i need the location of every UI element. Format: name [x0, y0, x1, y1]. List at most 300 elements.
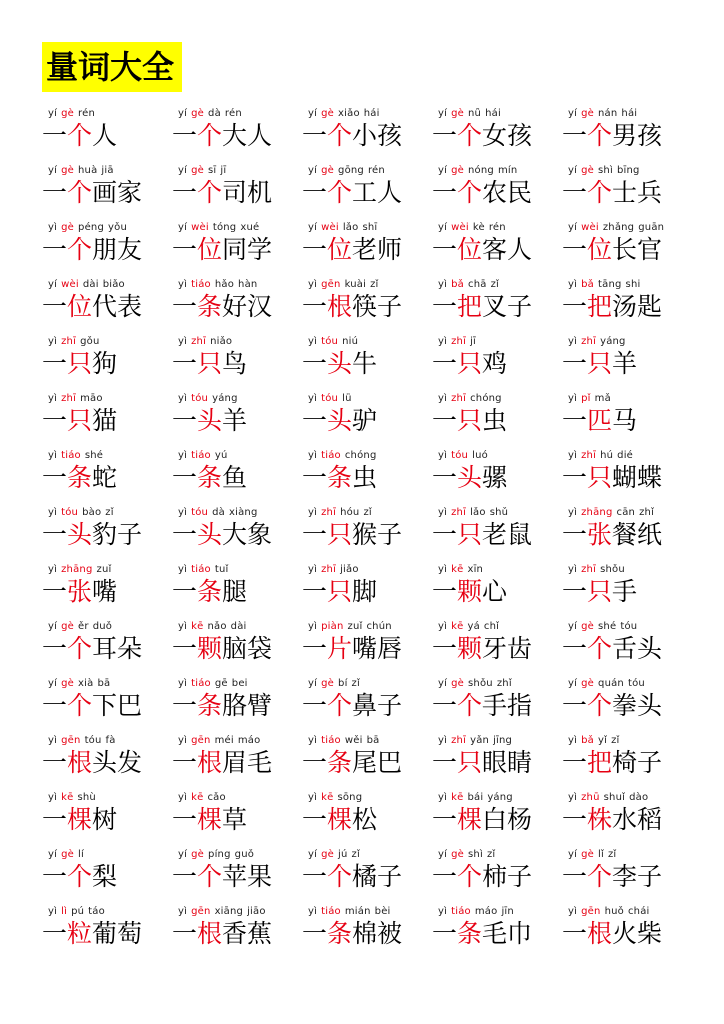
pinyin-syllable: yí — [568, 222, 578, 233]
pinyin-line — [308, 507, 434, 519]
noun: 狗 — [92, 349, 118, 378]
pinyin-syllable: lǎo — [470, 507, 486, 518]
measure-phrase — [302, 576, 377, 608]
pinyin-syllable: shǒu — [600, 564, 625, 575]
measure-word-pinyin: gēn — [61, 735, 81, 746]
measure-word: 个 — [327, 178, 353, 207]
word-card — [432, 218, 562, 275]
pinyin-line — [438, 621, 564, 633]
measure-phrase — [562, 120, 662, 152]
pinyin-syllable: yì — [308, 336, 318, 347]
noun: 胳臂 — [222, 691, 273, 720]
noun: 骡 — [482, 463, 508, 492]
pinyin-line — [308, 906, 434, 918]
word-card — [432, 560, 562, 617]
noun: 豹子 — [92, 520, 143, 549]
pinyin-syllable: yì — [48, 450, 58, 461]
measure-word: 条 — [327, 919, 353, 948]
pinyin-syllable: shuǐ — [603, 792, 626, 803]
noun: 牙齿 — [482, 634, 533, 663]
measure-word: 张 — [587, 520, 613, 549]
numeral-one: 一 — [172, 577, 198, 606]
word-card — [432, 674, 562, 731]
noun: 蛇 — [92, 463, 118, 492]
pinyin-syllable: yí — [568, 849, 578, 860]
pinyin-syllable: zǐ — [611, 735, 620, 746]
pinyin-syllable: guān — [638, 222, 665, 233]
measure-word: 条 — [327, 463, 353, 492]
pinyin-syllable: yì — [178, 336, 188, 347]
measure-word-pinyin: gè — [581, 108, 595, 119]
measure-phrase — [172, 405, 247, 437]
pinyin-syllable: bèi — [374, 906, 391, 917]
pinyin-syllable: shì — [598, 165, 613, 176]
noun: 客人 — [482, 235, 533, 264]
measure-word: 个 — [197, 862, 223, 891]
word-card — [302, 104, 432, 161]
numeral-one: 一 — [172, 178, 198, 207]
pinyin-line — [308, 393, 434, 405]
measure-word-pinyin: gè — [61, 621, 75, 632]
noun: 葡萄 — [92, 919, 143, 948]
pinyin-line — [438, 450, 564, 462]
noun: 虫 — [352, 463, 378, 492]
measure-phrase — [42, 747, 142, 779]
pinyin-line — [48, 108, 174, 120]
measure-word: 棵 — [457, 805, 483, 834]
word-card — [562, 503, 692, 560]
noun: 鱼 — [222, 463, 248, 492]
word-card — [302, 617, 432, 674]
pinyin-syllable: shī — [362, 222, 378, 233]
measure-phrase — [42, 405, 117, 437]
noun: 男孩 — [612, 121, 663, 150]
word-card — [562, 104, 692, 161]
measure-word: 位 — [327, 235, 353, 264]
measure-word: 只 — [197, 349, 223, 378]
measure-word-pinyin: zhī — [191, 336, 207, 347]
measure-word-pinyin: wèi — [61, 279, 79, 290]
numeral-one: 一 — [302, 406, 328, 435]
measure-word: 根 — [67, 748, 93, 777]
pinyin-line — [48, 849, 174, 861]
pinyin-syllable: pú — [71, 906, 85, 917]
pinyin-line — [48, 906, 174, 918]
pinyin-syllable: máo — [237, 735, 261, 746]
noun: 毛巾 — [482, 919, 533, 948]
measure-word-pinyin: wèi — [581, 222, 599, 233]
pinyin-syllable: guǒ — [234, 849, 255, 860]
pinyin-line — [568, 678, 694, 690]
pinyin-syllable: yǎn — [470, 735, 490, 746]
pinyin-line — [178, 621, 304, 633]
measure-word-pinyin: kē — [191, 621, 204, 632]
numeral-one: 一 — [42, 805, 68, 834]
pinyin-line — [308, 165, 434, 177]
pinyin-line — [308, 336, 434, 348]
pinyin-line — [568, 735, 694, 747]
numeral-one: 一 — [432, 121, 458, 150]
noun: 脚 — [352, 577, 378, 606]
pinyin-syllable: yí — [48, 165, 58, 176]
measure-phrase — [562, 291, 662, 323]
measure-word-pinyin: wèi — [451, 222, 469, 233]
pinyin-syllable: yì — [48, 564, 58, 575]
pinyin-line — [308, 735, 434, 747]
noun: 舌头 — [612, 634, 663, 663]
numeral-one: 一 — [172, 406, 198, 435]
measure-word-pinyin: gè — [451, 108, 465, 119]
measure-phrase — [172, 861, 272, 893]
word-card — [562, 731, 692, 788]
measure-word-pinyin: gè — [61, 108, 75, 119]
pinyin-syllable: lǘ — [342, 393, 352, 404]
numeral-one: 一 — [432, 349, 458, 378]
noun: 棉被 — [352, 919, 403, 948]
pinyin-syllable: jiāo — [247, 906, 266, 917]
pinyin-line — [48, 450, 174, 462]
measure-word-pinyin: gēn — [321, 279, 341, 290]
pinyin-syllable: yí — [178, 222, 188, 233]
pinyin-line — [438, 735, 564, 747]
pinyin-syllable: yì — [438, 564, 448, 575]
pinyin-syllable: yì — [178, 792, 188, 803]
measure-word-pinyin: zhī — [321, 564, 337, 575]
pinyin-syllable: luó — [472, 450, 488, 461]
word-card — [42, 161, 172, 218]
pinyin-syllable: chún — [366, 621, 392, 632]
pinyin-syllable: yì — [48, 507, 58, 518]
pinyin-line — [48, 735, 174, 747]
noun: 人 — [92, 121, 118, 150]
pinyin-line — [48, 678, 174, 690]
numeral-one: 一 — [302, 862, 328, 891]
numeral-one: 一 — [302, 463, 328, 492]
pinyin-syllable: yì — [568, 735, 578, 746]
measure-word: 只 — [67, 406, 93, 435]
numeral-one: 一 — [172, 292, 198, 321]
pinyin-syllable: jú — [338, 849, 348, 860]
pinyin-syllable: tuǐ — [214, 564, 229, 575]
pinyin-syllable: ěr — [78, 621, 89, 632]
pinyin-syllable: yì — [438, 792, 448, 803]
measure-phrase — [562, 633, 662, 665]
noun: 士兵 — [612, 178, 663, 207]
measure-phrase — [562, 576, 637, 608]
measure-word-pinyin: kē — [61, 792, 74, 803]
measure-word-pinyin: gè — [61, 678, 75, 689]
measure-word: 个 — [587, 691, 613, 720]
measure-word: 个 — [587, 178, 613, 207]
numeral-one: 一 — [172, 691, 198, 720]
pinyin-syllable: yì — [438, 279, 448, 290]
measure-word: 张 — [67, 577, 93, 606]
word-card — [172, 674, 302, 731]
measure-word-pinyin: gēn — [191, 735, 211, 746]
measure-phrase — [562, 348, 637, 380]
numeral-one: 一 — [42, 691, 68, 720]
numeral-one: 一 — [172, 919, 198, 948]
pinyin-syllable: zǐ — [607, 849, 617, 860]
noun: 老鼠 — [482, 520, 533, 549]
pinyin-syllable: yáng — [212, 393, 238, 404]
measure-word: 颗 — [197, 634, 223, 663]
word-card — [562, 674, 692, 731]
measure-word: 片 — [327, 634, 353, 663]
word-card — [172, 845, 302, 902]
word-card — [432, 389, 562, 446]
noun: 嘴 — [92, 577, 118, 606]
measure-word: 个 — [457, 121, 483, 150]
numeral-one: 一 — [432, 634, 458, 663]
measure-phrase — [302, 747, 402, 779]
pinyin-syllable: yí — [48, 108, 58, 119]
measure-word-pinyin: zhī — [321, 507, 337, 518]
word-card — [42, 788, 172, 845]
pinyin-line — [178, 564, 304, 576]
pinyin-syllable: lǐ — [598, 849, 604, 860]
pinyin-syllable: xiǎo — [338, 108, 360, 119]
measure-phrase — [172, 234, 272, 266]
measure-word: 条 — [327, 748, 353, 777]
pinyin-syllable: xué — [240, 222, 260, 233]
measure-phrase — [302, 690, 402, 722]
measure-word-pinyin: gè — [191, 849, 205, 860]
pinyin-syllable: dài — [230, 621, 247, 632]
measure-word: 个 — [67, 691, 93, 720]
word-card — [42, 446, 172, 503]
measure-word: 粒 — [67, 919, 93, 948]
measure-word: 个 — [587, 121, 613, 150]
measure-phrase — [562, 747, 662, 779]
measure-word-pinyin: tóu — [191, 507, 209, 518]
measure-phrase — [562, 405, 637, 437]
pinyin-line — [308, 222, 434, 234]
noun: 橘子 — [352, 862, 403, 891]
noun: 香蕉 — [222, 919, 273, 948]
word-card — [172, 503, 302, 560]
pinyin-syllable: quán — [598, 678, 624, 689]
pinyin-syllable: yǐ — [598, 735, 608, 746]
noun: 代表 — [92, 292, 143, 321]
word-card — [172, 731, 302, 788]
word-card — [302, 788, 432, 845]
noun: 鸟 — [222, 349, 248, 378]
numeral-one: 一 — [302, 349, 328, 378]
noun: 眉毛 — [222, 748, 273, 777]
measure-phrase — [302, 804, 377, 836]
noun: 工人 — [352, 178, 403, 207]
numeral-one: 一 — [432, 919, 458, 948]
measure-phrase — [562, 462, 662, 494]
numeral-one: 一 — [562, 406, 588, 435]
measure-word-pinyin: tóu — [321, 336, 339, 347]
pinyin-syllable: yì — [178, 906, 188, 917]
numeral-one: 一 — [42, 919, 68, 948]
pinyin-line — [48, 792, 174, 804]
measure-phrase — [432, 747, 532, 779]
measure-word: 只 — [587, 463, 613, 492]
pinyin-syllable: yì — [308, 393, 318, 404]
pinyin-syllable: yì — [438, 507, 448, 518]
word-card — [562, 788, 692, 845]
measure-word: 条 — [197, 577, 223, 606]
pinyin-line — [568, 621, 694, 633]
measure-word-pinyin: zhī — [61, 393, 77, 404]
pinyin-line — [568, 336, 694, 348]
measure-word: 根 — [197, 748, 223, 777]
word-card — [302, 674, 432, 731]
noun: 椅子 — [612, 748, 663, 777]
pinyin-syllable: zǐ — [363, 507, 372, 518]
pinyin-line — [178, 507, 304, 519]
pinyin-line — [568, 108, 694, 120]
word-card — [42, 845, 172, 902]
measure-phrase — [302, 120, 402, 152]
noun: 画家 — [92, 178, 143, 207]
measure-word-pinyin: wèi — [321, 222, 339, 233]
noun: 脑袋 — [222, 634, 273, 663]
numeral-one: 一 — [432, 577, 458, 606]
noun: 梨 — [92, 862, 118, 891]
measure-phrase — [432, 804, 532, 836]
pinyin-line — [438, 336, 564, 348]
pinyin-syllable: yì — [178, 507, 188, 518]
numeral-one: 一 — [302, 634, 328, 663]
measure-phrase — [172, 747, 272, 779]
numeral-one: 一 — [562, 691, 588, 720]
measure-phrase — [172, 633, 272, 665]
word-card — [432, 902, 562, 959]
pinyin-syllable: rén — [488, 222, 506, 233]
measure-word-pinyin: kē — [191, 792, 204, 803]
measure-phrase — [562, 861, 662, 893]
noun: 水稻 — [612, 805, 663, 834]
noun: 苹果 — [222, 862, 273, 891]
numeral-one: 一 — [172, 805, 198, 834]
numeral-one: 一 — [172, 235, 198, 264]
measure-word: 条 — [197, 292, 223, 321]
pinyin-syllable: yì — [568, 507, 578, 518]
pinyin-line — [568, 507, 694, 519]
word-card — [172, 446, 302, 503]
measure-word: 个 — [197, 121, 223, 150]
measure-word: 棵 — [67, 805, 93, 834]
word-card — [432, 617, 562, 674]
measure-word-pinyin: zhāng — [61, 564, 93, 575]
pinyin-syllable: nǚ — [468, 108, 482, 119]
pinyin-line — [568, 279, 694, 291]
pinyin-syllable: máo — [474, 906, 498, 917]
pinyin-line — [48, 621, 174, 633]
pinyin-syllable: yí — [178, 108, 188, 119]
measure-word-grid — [42, 104, 692, 959]
measure-word-pinyin: gè — [321, 849, 335, 860]
pinyin-syllable: shì — [468, 849, 483, 860]
pinyin-syllable: zhǐ — [639, 507, 655, 518]
measure-word: 株 — [587, 805, 613, 834]
word-card — [562, 902, 692, 959]
measure-word-pinyin: gè — [581, 849, 595, 860]
noun: 筷子 — [352, 292, 403, 321]
pinyin-syllable: tóu — [627, 678, 645, 689]
noun: 大人 — [222, 121, 273, 150]
pinyin-syllable: yì — [178, 450, 188, 461]
numeral-one: 一 — [42, 292, 68, 321]
measure-word: 个 — [67, 862, 93, 891]
measure-word: 头 — [197, 520, 223, 549]
numeral-one: 一 — [562, 349, 588, 378]
pinyin-syllable: yá — [467, 621, 480, 632]
measure-word-pinyin: gēn — [191, 906, 211, 917]
measure-word: 位 — [67, 292, 93, 321]
page-title: 量词大全 — [42, 42, 182, 92]
measure-word-pinyin: gè — [451, 849, 465, 860]
word-card — [42, 560, 172, 617]
pinyin-syllable: kè — [472, 222, 485, 233]
measure-word-pinyin: gè — [321, 165, 335, 176]
measure-word-pinyin: kē — [451, 564, 464, 575]
noun: 驴 — [352, 406, 378, 435]
pinyin-line — [438, 165, 564, 177]
pinyin-line — [308, 621, 434, 633]
pinyin-syllable: yì — [48, 906, 58, 917]
measure-word-pinyin: zhī — [451, 393, 467, 404]
pinyin-syllable: jiā — [101, 165, 114, 176]
numeral-one: 一 — [42, 349, 68, 378]
pinyin-syllable: yí — [438, 222, 448, 233]
numeral-one: 一 — [302, 235, 328, 264]
numeral-one: 一 — [302, 577, 328, 606]
pinyin-line — [308, 450, 434, 462]
noun: 同学 — [222, 235, 273, 264]
measure-word-pinyin: tiáo — [191, 450, 211, 461]
word-card — [562, 617, 692, 674]
pinyin-syllable: lí — [78, 849, 84, 860]
pinyin-syllable: rén — [78, 108, 95, 119]
measure-word-pinyin: tiáo — [191, 678, 211, 689]
measure-phrase — [172, 519, 272, 551]
pinyin-syllable: yì — [48, 222, 58, 233]
numeral-one: 一 — [42, 463, 68, 492]
pinyin-syllable: dà — [212, 507, 225, 518]
pinyin-syllable: huǒ — [604, 906, 624, 917]
pinyin-line — [178, 450, 304, 462]
measure-word-pinyin: kē — [451, 621, 464, 632]
numeral-one: 一 — [432, 463, 458, 492]
measure-word: 只 — [587, 349, 613, 378]
word-card — [42, 674, 172, 731]
measure-word-pinyin: kē — [321, 792, 334, 803]
numeral-one: 一 — [42, 520, 68, 549]
pinyin-line — [568, 792, 694, 804]
word-card — [302, 275, 432, 332]
pinyin-syllable: yì — [568, 336, 578, 347]
measure-phrase — [172, 576, 247, 608]
noun: 马 — [612, 406, 638, 435]
numeral-one: 一 — [302, 520, 328, 549]
measure-phrase — [302, 291, 402, 323]
noun: 朋友 — [92, 235, 143, 264]
pinyin-syllable: yì — [568, 792, 578, 803]
measure-phrase — [172, 348, 247, 380]
measure-word-pinyin: bǎ — [581, 735, 594, 746]
measure-phrase — [172, 177, 272, 209]
noun: 叉子 — [482, 292, 533, 321]
measure-word-pinyin: zhī — [451, 507, 467, 518]
noun: 心 — [482, 577, 508, 606]
pinyin-syllable: yì — [308, 621, 318, 632]
